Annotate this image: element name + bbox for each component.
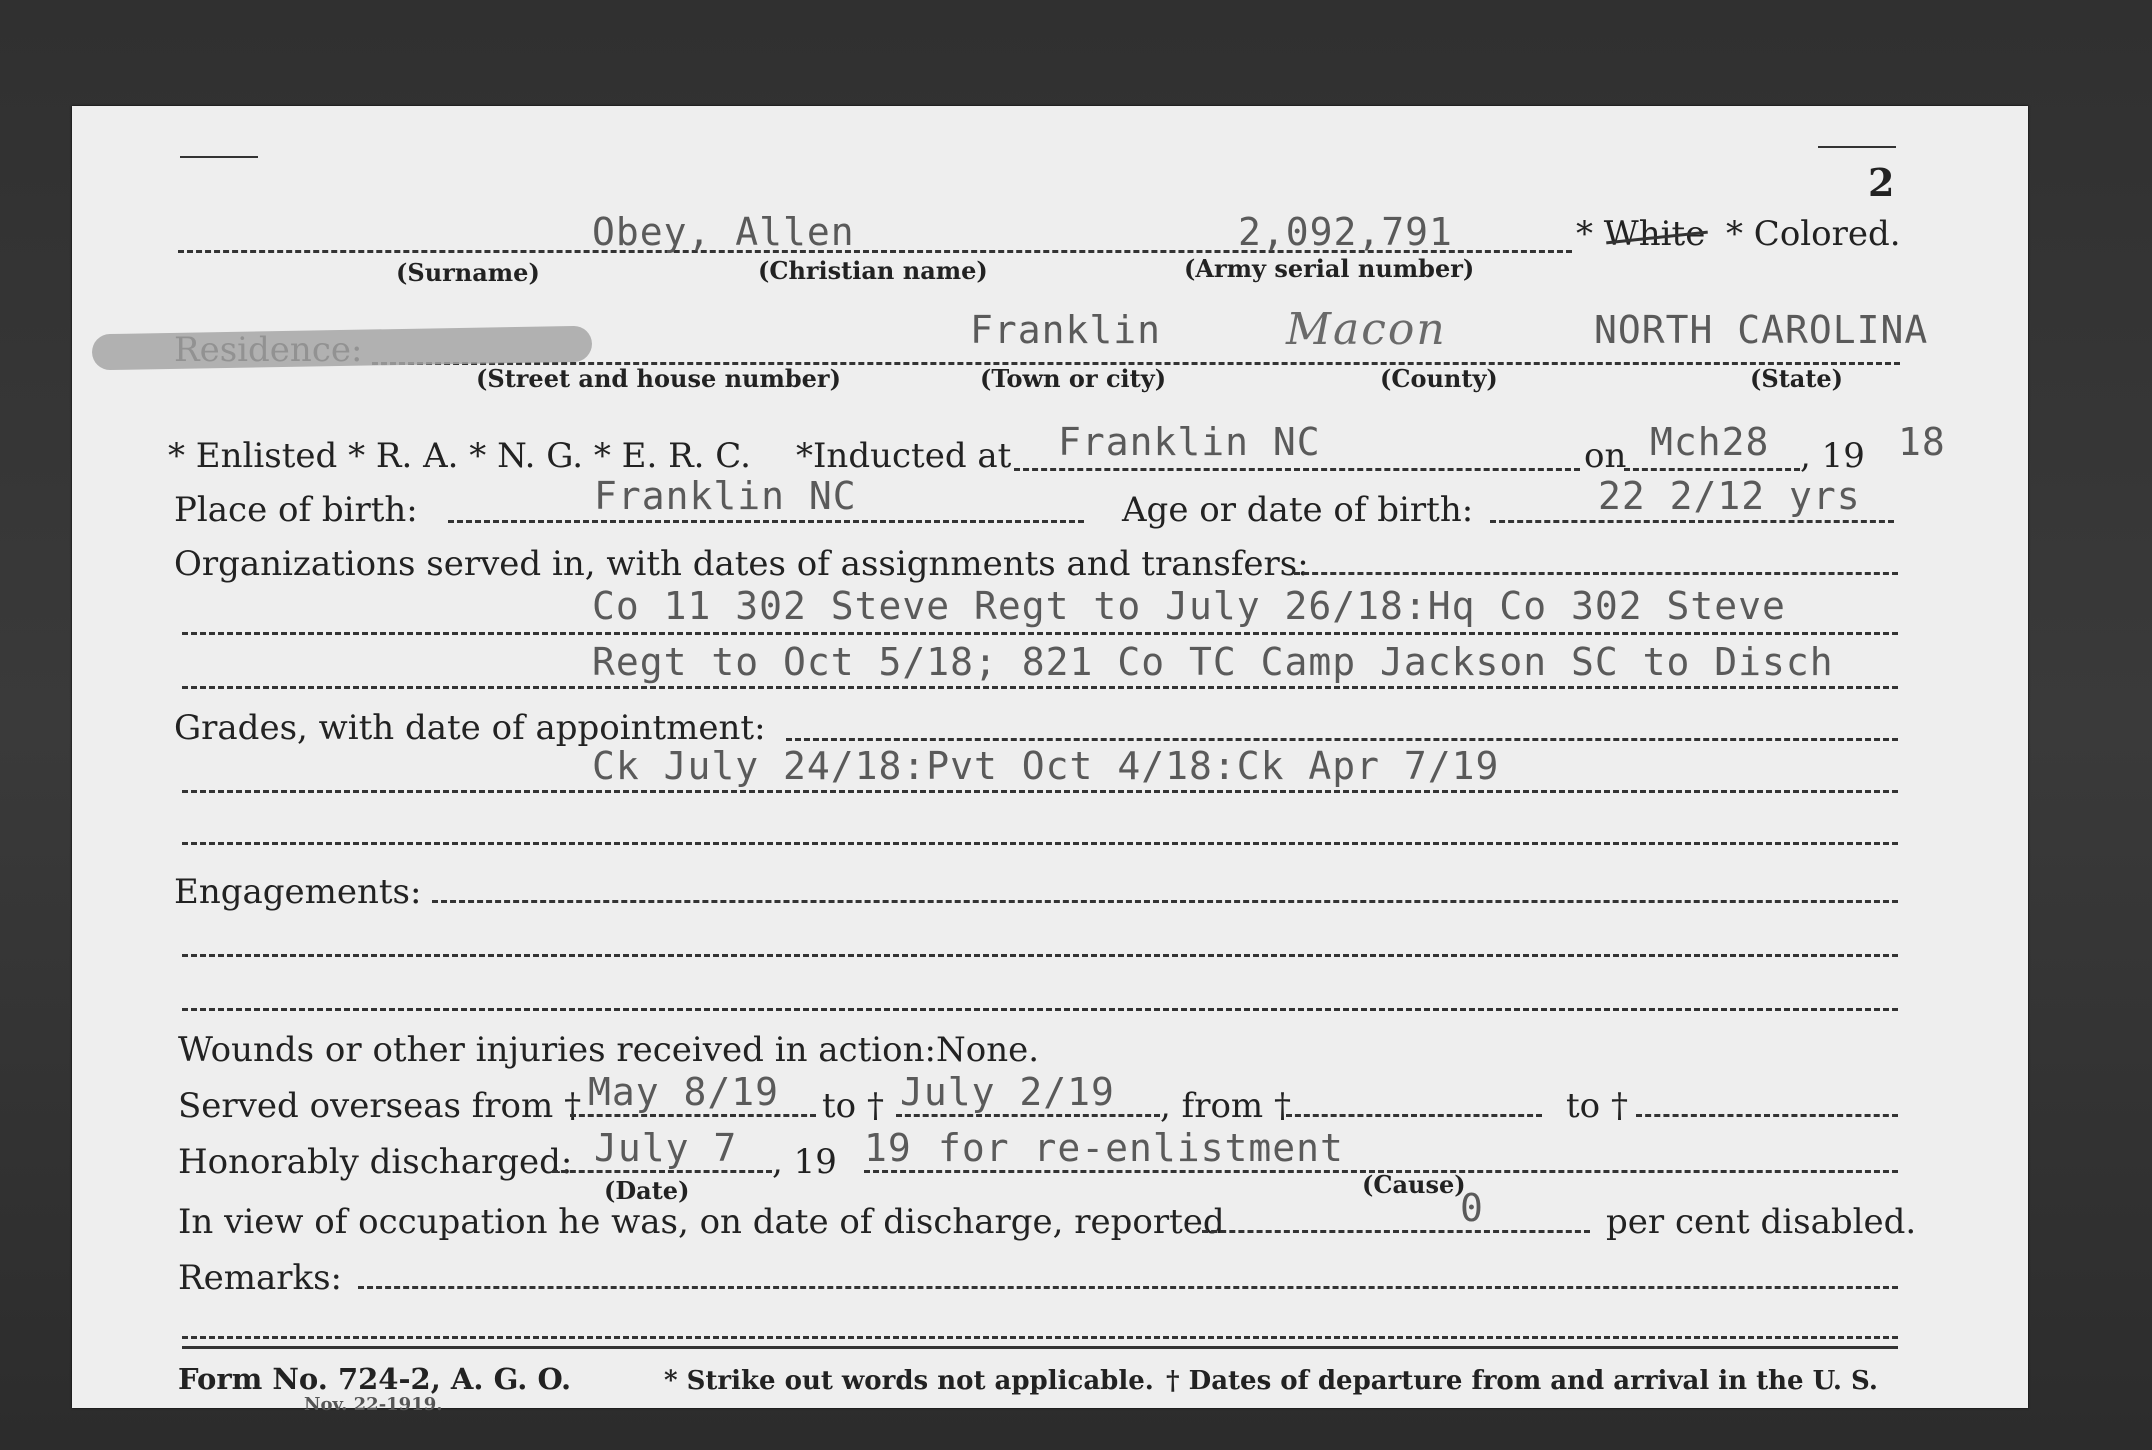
enlisted-options: * Enlisted * R. A. * N. G. * E. R. C. <box>168 436 751 476</box>
disability-suffix: per cent disabled. <box>1606 1202 1917 1242</box>
form-date: Nov. 22-1919. <box>304 1394 443 1415</box>
engagements-line-0 <box>432 900 1898 903</box>
organizations-text-1: Co 11 302 Steve Regt to July 26/18:Hq Co 302 Steve <box>592 584 1786 628</box>
christian-name-label: (Christian name) <box>758 256 988 285</box>
overseas-to-line-2 <box>1636 1114 1898 1117</box>
wounds-label: Wounds or other injuries received in action: <box>178 1030 936 1070</box>
on-label: on <box>1584 436 1627 476</box>
grades-line-1 <box>182 790 1898 793</box>
disability-line <box>1202 1230 1590 1233</box>
wounds-value: None. <box>936 1030 1040 1070</box>
remarks-line-0 <box>358 1286 1898 1289</box>
organizations-text-2: Regt to Oct 5/18; 821 Co TC Camp Jackson SC to Disch <box>592 640 1834 684</box>
inducted-date-line <box>1624 468 1800 471</box>
state-label: (State) <box>1750 364 1844 393</box>
residence-state: NORTH CAROLINA <box>1594 308 1929 352</box>
age-line <box>1490 520 1894 523</box>
town-label: (Town or city) <box>980 364 1167 393</box>
surname-label: (Surname) <box>396 258 540 287</box>
inducted-place-line <box>1014 468 1580 471</box>
discharge-year: 19 <box>864 1126 912 1170</box>
inducted-date: Mch28 <box>1650 420 1770 464</box>
discharge-date-line <box>552 1170 772 1173</box>
grades-label: Grades, with date of appointment: <box>174 708 766 748</box>
place-of-birth-label: Place of birth: <box>174 490 418 530</box>
form-number: Form No. 724-2, A. G. O. <box>178 1362 572 1396</box>
organizations-line-2 <box>182 686 1898 689</box>
remarks-label: Remarks: <box>178 1258 342 1298</box>
inducted-place: Franklin NC <box>1058 420 1321 464</box>
discharge-date: July 7 <box>594 1126 738 1170</box>
serial-value: 2,092,791 <box>1238 210 1453 254</box>
discharge-label: Honorably discharged: <box>178 1142 573 1182</box>
overseas-from-line <box>570 1114 816 1117</box>
page-number: 2 <box>1868 160 1895 205</box>
strike-note: * Strike out words not applicable. <box>664 1366 1154 1396</box>
age-label: Age or date of birth: <box>1122 490 1474 530</box>
race-white: * White <box>1576 214 1706 254</box>
serial-label: (Army serial number) <box>1184 254 1475 283</box>
overseas-from-line-2 <box>1286 1114 1542 1117</box>
overseas-from-label-2: , from † <box>1160 1086 1291 1126</box>
top-right-rule <box>1818 146 1896 148</box>
inducted-year: 18 <box>1898 420 1946 464</box>
overseas-to-date: July 2/19 <box>900 1070 1115 1114</box>
engagements-line-2 <box>182 1008 1898 1011</box>
remarks-bottom-rule <box>182 1346 1898 1349</box>
organizations-line-1 <box>182 632 1898 635</box>
disability-label: In view of occupation he was, on date of discharge, reported <box>178 1202 1225 1242</box>
name-value: Obey, Allen <box>592 210 855 254</box>
remarks-line-1 <box>182 1336 1898 1339</box>
street-label: (Street and house number) <box>476 364 841 393</box>
place-of-birth-value: Franklin NC <box>594 474 857 518</box>
grades-text-1: Ck July 24/18:Pvt Oct 4/18:Ck Apr 7/19 <box>592 744 1500 788</box>
disability-value: 0 <box>1460 1186 1484 1230</box>
county-label: (County) <box>1380 364 1498 393</box>
engagements-line-1 <box>182 954 1898 957</box>
engagements-label: Engagements: <box>174 872 422 912</box>
residence-county: Macon <box>1286 304 1447 355</box>
overseas-to-line <box>896 1114 1160 1117</box>
grades-line-0 <box>786 738 1898 741</box>
race-colored: * Colored. <box>1726 214 1901 254</box>
age-value: 22 2/12 yrs <box>1598 474 1861 518</box>
discharge-cause: for re-enlistment <box>938 1126 1344 1170</box>
inducted-label: *Inducted at <box>796 436 1012 476</box>
organizations-line-0 <box>1294 572 1898 575</box>
overseas-from-date: May 8/19 <box>588 1070 780 1114</box>
dates-note: † Dates of departure from and arrival in the U. S. <box>1166 1366 1878 1396</box>
organizations-label: Organizations served in, with dates of assignments and transfers: <box>174 544 1309 584</box>
top-left-rule <box>180 156 258 158</box>
inducted-year-prefix: , 19 <box>1800 436 1865 476</box>
residence-town: Franklin <box>970 308 1162 352</box>
overseas-to-label-2: to † <box>1566 1086 1628 1126</box>
place-of-birth-line <box>448 520 1084 523</box>
overseas-to-label: to † <box>822 1086 884 1126</box>
discharge-date-label: (Date) <box>604 1176 690 1205</box>
discharge-year-prefix: , 19 <box>772 1142 837 1182</box>
discharge-cause-label: (Cause) <box>1362 1170 1466 1199</box>
overseas-label: Served overseas from † <box>178 1086 582 1126</box>
grades-line-2 <box>182 842 1898 845</box>
